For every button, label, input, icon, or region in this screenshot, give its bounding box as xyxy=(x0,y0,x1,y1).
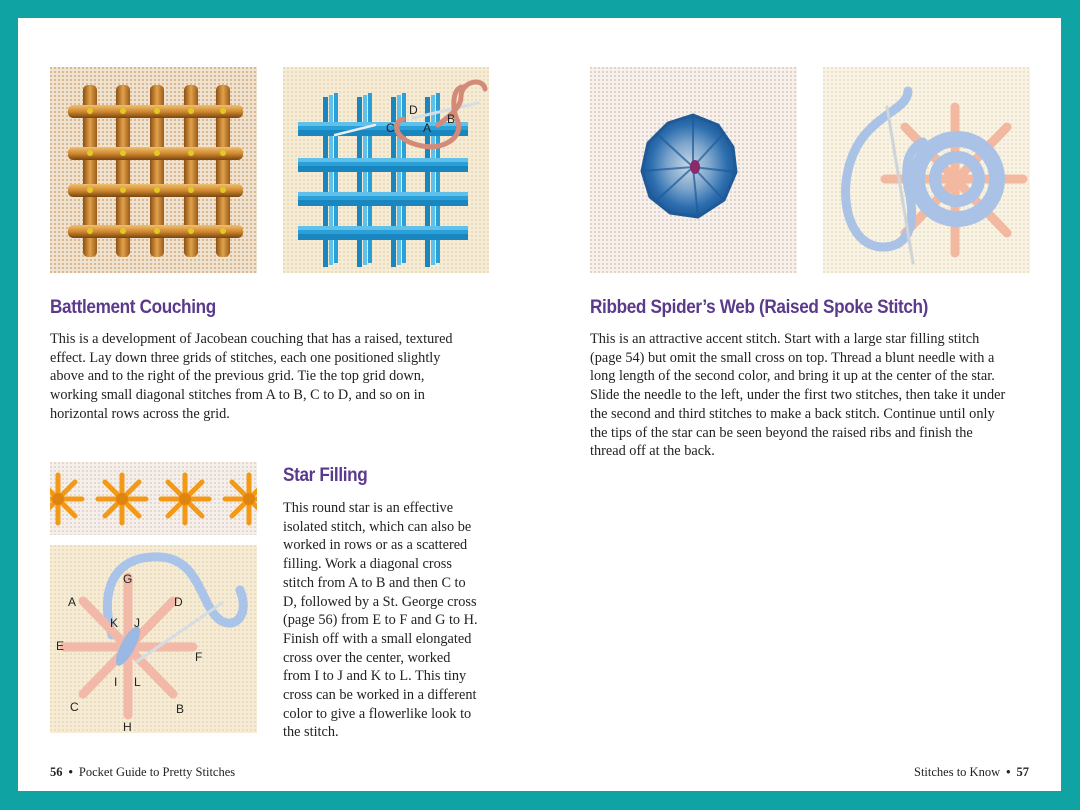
ribbed-spiders-web-photo xyxy=(590,67,797,273)
body-line: filling. Work a diagonal cross xyxy=(283,556,452,573)
body-line: Finish off with a small elongated xyxy=(283,630,472,647)
body-line: worked in rows or as a scattered xyxy=(283,537,468,554)
running-title: Stitches to Know xyxy=(914,765,1001,779)
section-body-star-filling xyxy=(283,499,478,742)
battlement-couching-photo xyxy=(50,67,257,273)
body-line: This is a development of Jacobean couching that has a raised, textured xyxy=(50,331,453,347)
diagram-label-a: A xyxy=(423,121,432,135)
section-body-battlement-couching xyxy=(50,330,453,424)
page-number: 56 xyxy=(50,765,63,779)
page-number: 57 xyxy=(1016,765,1029,779)
body-line: Slide the needle to the left, under the first two stitches, then take it under xyxy=(590,387,1006,404)
body-line: effect. Lay down three grids of stitches, each one positioned slightly xyxy=(50,349,441,366)
diagram-label-l: L xyxy=(134,675,141,689)
body-line: cross over the center, worked xyxy=(283,649,451,666)
body-line: thread off at the back. xyxy=(590,443,715,460)
star-filling-photo xyxy=(50,462,257,535)
body-line: above and to the right of the previous grid. Tie the top grid down, xyxy=(50,368,425,385)
body-line: This is an attractive accent stitch. Start with a large star filling stitch xyxy=(590,331,980,347)
body-line: the stitch. xyxy=(283,724,339,741)
diagram-label-k: K xyxy=(110,616,119,630)
body-line: long length of the second color, and bring it up at the center of the star. xyxy=(590,368,995,385)
diagram-label-j: J xyxy=(134,616,140,630)
body-line: (page 56) from E to F and G to H. xyxy=(283,612,478,629)
left-page-footer xyxy=(50,765,235,780)
diagram-label-i: I xyxy=(114,675,118,689)
diagram-label-c: C xyxy=(70,700,79,714)
body-line: from I to J and K to L. This tiny xyxy=(283,668,467,685)
body-line: working small diagonal stitches from A to B, C to D, and so on in xyxy=(50,387,425,404)
right-page-footer xyxy=(914,765,1029,780)
diagram-label-e: E xyxy=(56,639,65,653)
body-line: the second and third stitches to make a back stitch. Continue until only xyxy=(590,405,995,422)
diagram-label-c: C xyxy=(386,121,395,135)
body-line: isolated stitch, which can also be xyxy=(283,518,472,535)
bullet-separator: • xyxy=(68,765,73,779)
diagram-label-f: F xyxy=(195,650,203,664)
diagram-label-b: B xyxy=(447,112,456,126)
battlement-couching-diagram xyxy=(283,67,489,273)
body-line: (page 54) but omit the small cross on top. Thread a blunt needle with a xyxy=(590,349,995,366)
running-title: Pocket Guide to Pretty Stitches xyxy=(78,765,236,779)
body-line: D, followed by a St. George cross xyxy=(283,593,477,610)
body-line: color to give a flowerlike look to xyxy=(283,705,472,722)
diagram-label-g: G xyxy=(123,572,133,586)
diagram-label-d: D xyxy=(409,103,418,117)
body-line: the tips of the star can be seen beyond the raised ribs and finish the xyxy=(590,424,973,441)
book-spread xyxy=(18,18,1061,791)
body-line: stitch from A to B and then C to xyxy=(283,574,466,591)
diagram-label-b: B xyxy=(176,702,185,716)
section-title-ribbed-spiders-web: Ribbed Spider’s Web (Raised Spoke Stitch) xyxy=(590,296,929,318)
body-line: This round star is an effective xyxy=(283,500,454,516)
star-filling-diagram xyxy=(50,545,257,733)
section-title-battlement-couching: Battlement Couching xyxy=(50,296,216,318)
section-body-ribbed-spiders-web xyxy=(590,330,1005,461)
body-line: cross can be worked in a different xyxy=(283,687,477,704)
ribbed-spiders-web-diagram xyxy=(823,67,1030,273)
section-title-star-filling: Star Filling xyxy=(283,464,368,486)
body-line: horizontal rows across the grid. xyxy=(50,405,230,422)
diagram-label-d: D xyxy=(174,595,183,609)
bullet-separator: • xyxy=(1006,765,1011,779)
diagram-label-a: A xyxy=(68,595,77,609)
diagram-label-h: H xyxy=(123,720,132,733)
